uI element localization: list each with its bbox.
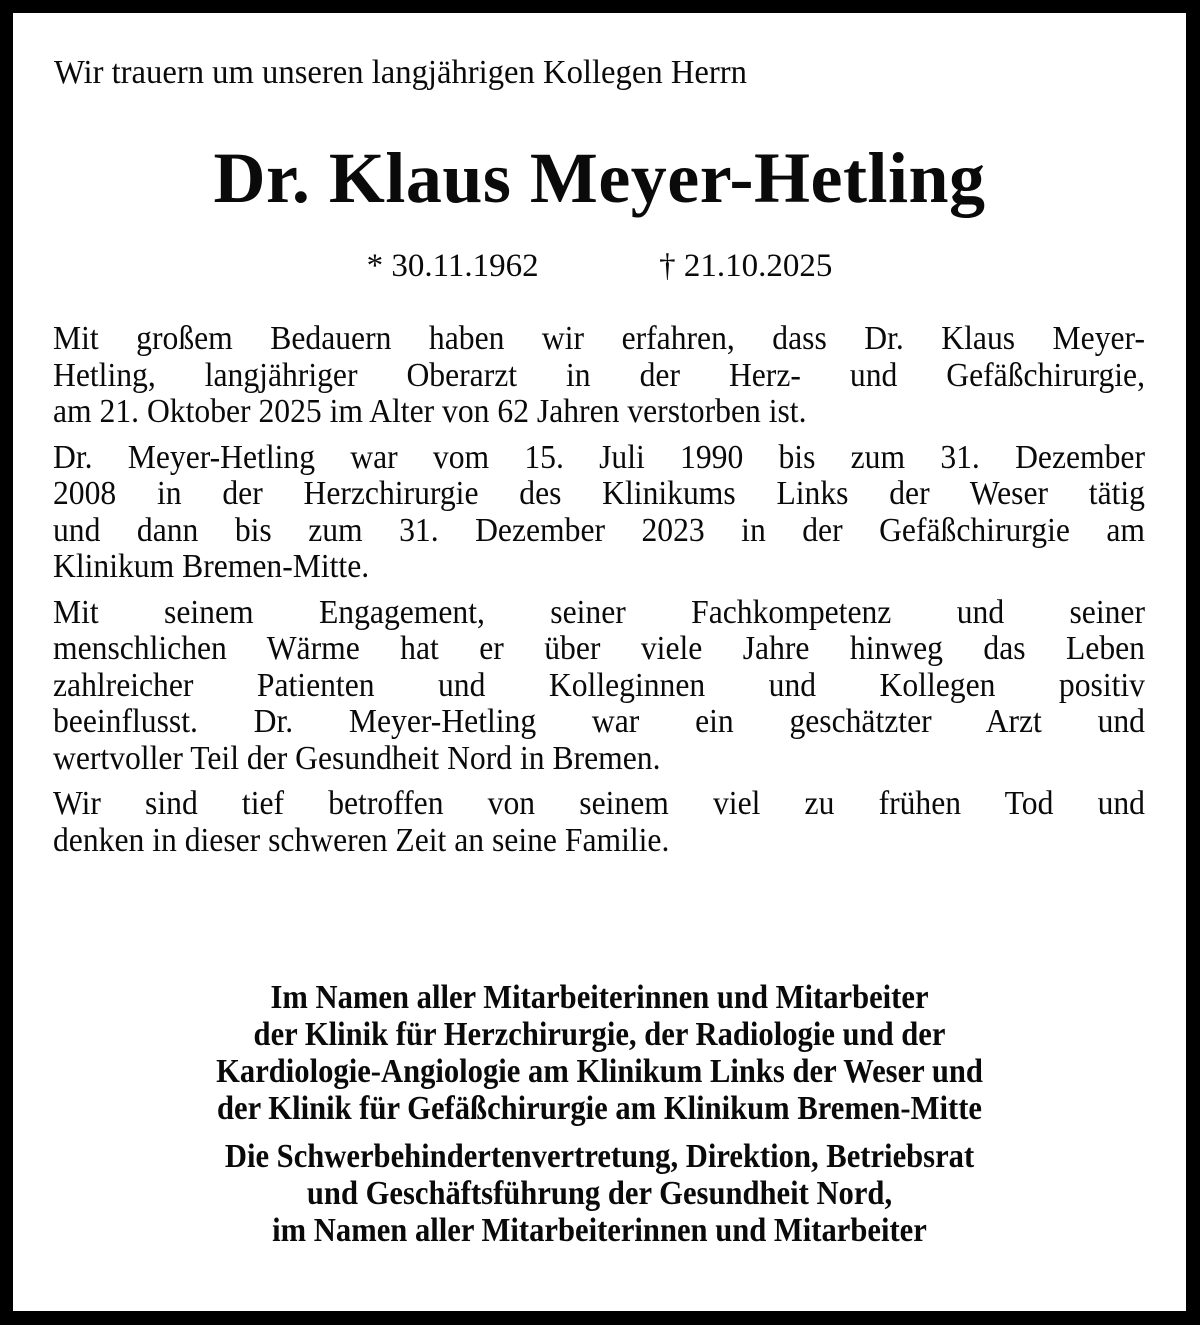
obituary-notice xyxy=(13,13,1186,1311)
text-line: Mit großem Bedauern haben wir erfahren, dass Dr. Klaus Meyer- xyxy=(53,320,1145,357)
text-line: wertvoller Teil der Gesundheit Nord in Bremen. xyxy=(53,739,661,777)
text-line: Hetling, langjähriger Oberarzt in der Herz- und Gefäßchirurgie, xyxy=(53,356,1145,394)
death-date: † 21.10.2025 xyxy=(659,248,833,284)
signature-line: der Klinik für Herzchirurgie, der Radiologie und der xyxy=(253,1016,946,1053)
signature-line: Im Namen aller Mitarbeiterinnen und Mitarbeiter xyxy=(270,979,929,1016)
paragraph-condolence xyxy=(53,786,1145,859)
text-line: Mit seinem Engagement, seiner Fachkompetenz und seiner xyxy=(53,593,1145,631)
paragraph-tribute xyxy=(53,595,1145,778)
text-line: denken in dieser schweren Zeit an seine Familie. xyxy=(53,821,670,859)
text-line: Wir sind tief betroffen von seinem viel zu frühen Tod und xyxy=(53,785,1145,822)
text-line: Dr. Meyer-Hetling war vom 15. Juli 1990 bis zum 31. Dezember xyxy=(53,438,1145,476)
signature xyxy=(13,979,1186,1260)
paragraph-announcement xyxy=(53,321,1145,431)
text-line: 2008 in der Herzchirurgie des Klinikums Links der Weser tätig xyxy=(53,475,1145,512)
signature-clinics xyxy=(13,979,1186,1127)
text-line: Klinikum Bremen-Mitte. xyxy=(53,548,370,585)
life-dates xyxy=(13,245,1186,287)
signature-line: im Namen aller Mitarbeiterinnen und Mitarbeiter xyxy=(272,1212,927,1249)
signature-line: Kardiologie-Angiologie am Klinikum Links der Weser und xyxy=(216,1053,983,1090)
deceased-name: Dr. Klaus Meyer-Hetling xyxy=(213,138,986,218)
birth-date: * 30.11.1962 xyxy=(366,248,539,284)
signature-management xyxy=(13,1138,1186,1249)
text-line: beeinflusst. Dr. Meyer-Hetling war ein geschätzter Arzt und xyxy=(53,703,1145,740)
intro-text: Wir trauern um unseren langjährigen Kollegen Herrn xyxy=(54,54,747,91)
text-line: menschlichen Wärme hat er über viele Jahre hinweg das Leben xyxy=(53,630,1145,667)
signature-line: und Geschäftsführung der Gesundheit Nord, xyxy=(306,1175,893,1212)
signature-line: Die Schwerbehindertenvertretung, Direktion, Betriebsrat xyxy=(224,1138,975,1175)
text-line: und dann bis zum 31. Dezember 2023 in der Gefäßchirurgie am xyxy=(53,511,1145,549)
text-line: am 21. Oktober 2025 im Alter von 62 Jahren verstorben ist. xyxy=(53,393,807,430)
paragraph-career xyxy=(53,440,1145,586)
body-text xyxy=(53,321,1145,868)
text-line: zahlreicher Patienten und Kolleginnen und Kollegen positiv xyxy=(53,666,1145,704)
signature-line: der Klinik für Gefäßchirurgie am Klinikum Bremen-Mitte xyxy=(217,1090,982,1127)
